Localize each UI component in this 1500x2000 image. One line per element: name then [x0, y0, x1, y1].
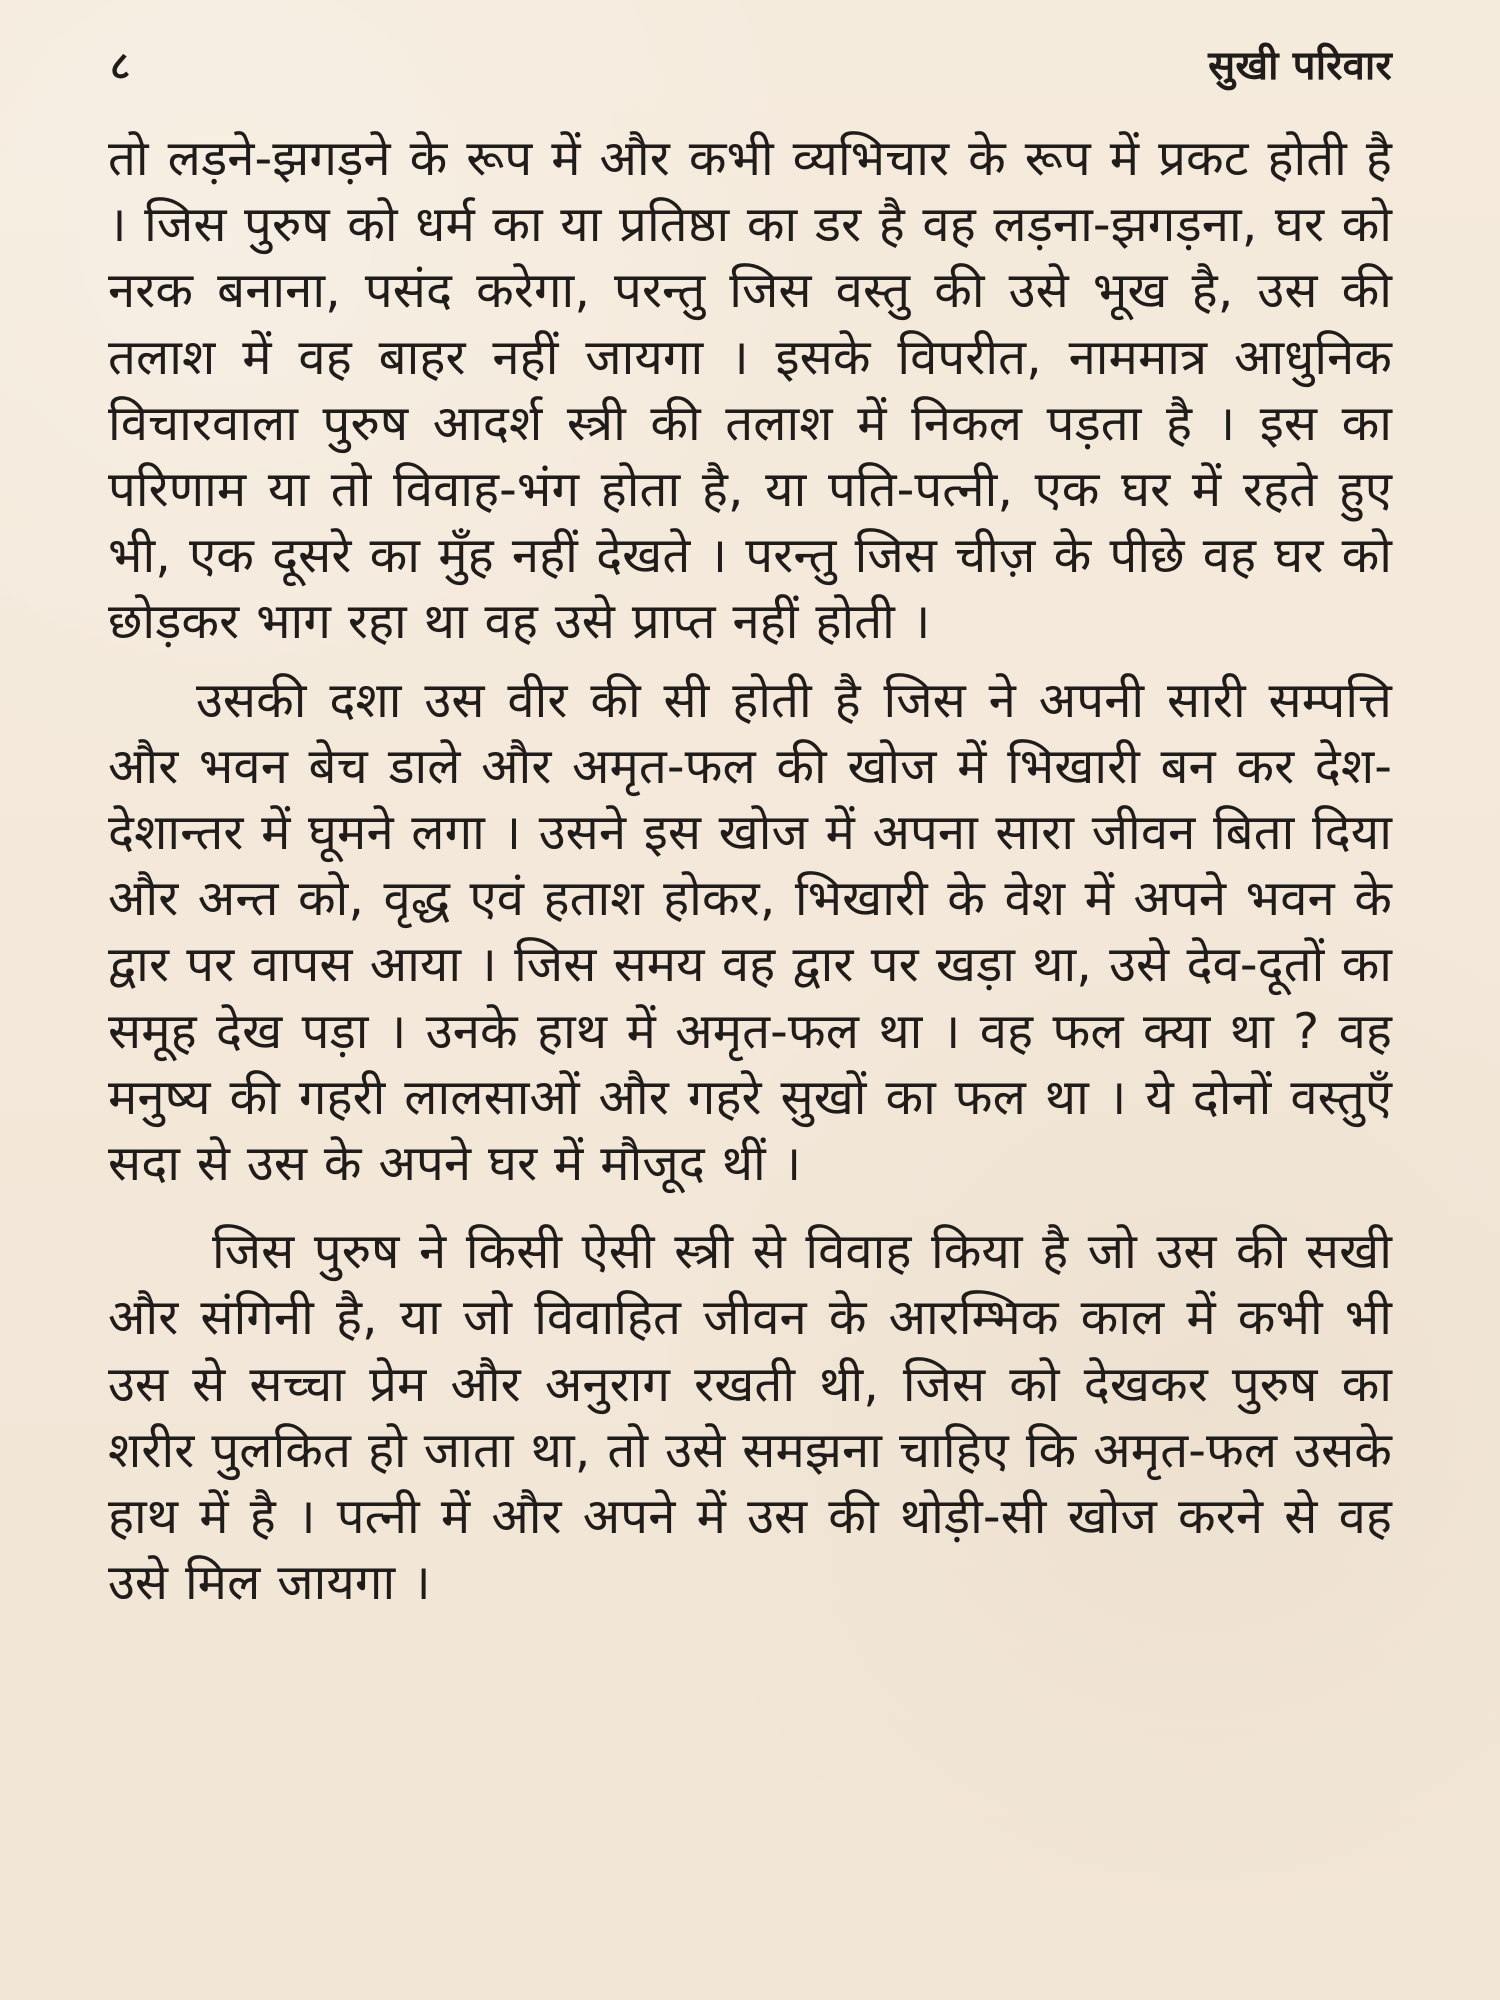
paragraph-3: जिस पुरुष ने किसी ऐसी स्त्री से विवाह किया है जो उस की सखी और संगिनी है, या जो विवाहित जीवन के आरम्भिक काल में कभी भी उस से सच्चा प्रेम और अनुराग रखती थी, जिस को देखकर पुरुष का शरीर पुलकित हो जाता था, तो उसे समझना चाहिए कि अमृत-फल उसके हाथ में है । पत्नी में और अपने में उस की थोड़ी-सी खोज करने से वह उसे मिल जायगा ।: [108, 1223, 1392, 1612]
page-number: ८: [110, 44, 131, 89]
paragraph-1: तो लड़ने-झगड़ने के रूप में और कभी व्यभिचार के रूप में प्रकट होती है । जिस पुरुष को धर्म का या प्रतिष्ठा का डर है वह लड़ना-झगड़ना, घर को नरक बनाना, पसंद करेगा, परन्तु जिस वस्तु की उसे भूख है, उस की तलाश में वह बाहर नहीं जायगा । इसके विपरीत, नाममात्र आधुनिक विचारवाला पुरुष आदर्श स्त्री की तलाश में निकल पड़ता है । इस का परिणाम या तो विवाह-भंग होता है, या पति-पत्नी, एक घर में रहते हुए भी, एक दूसरे का मुँह नहीं देखते । परन्तु जिस चीज़ के पीछे वह घर को छोड़कर भाग रहा था वह उसे प्राप्त नहीं होती ।: [108, 130, 1392, 651]
paragraph-2: उसकी दशा उस वीर की सी होती है जिस ने अपनी सारी सम्पत्ति और भवन बेच डाले और अमृत-फल की खोज में भिखारी बन कर देश-देशान्तर में घूमने लगा । उसने इस खोज में अपना सारा जीवन बिता दिया और अन्त को, वृद्ध एवं हताश होकर, भिखारी के वेश में अपने भवन के द्वार पर वापस आया । जिस समय वह द्वार पर खड़ा था, उसे देव-दूतों का समूह देख पड़ा । उनके हाथ में अमृत-फल था । वह फल क्या था ? वह मनुष्य की गहरी लालसाओं और गहरे सुखों का फल था । ये दोनों वस्तुएँ सदा से उस के अपने घर में मौजूद थीं ।: [108, 671, 1392, 1193]
page-content: [108, 126, 1392, 1616]
page-header: [108, 38, 1392, 89]
book-title: सुखी परिवार: [1208, 43, 1392, 89]
